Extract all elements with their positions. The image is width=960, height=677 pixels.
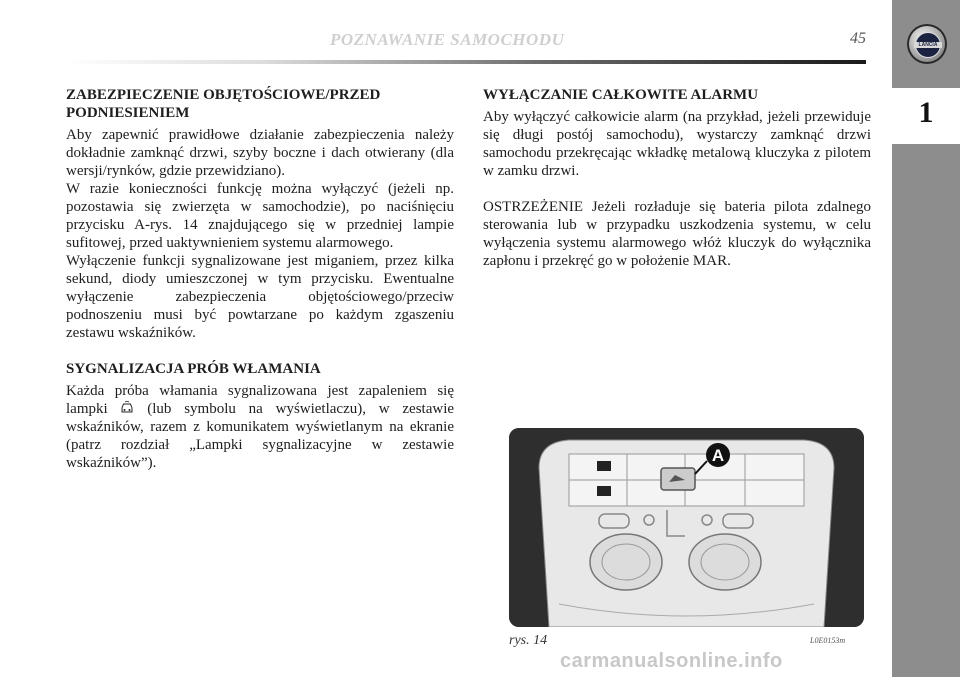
section-heading-intrusion: SYGNALIZACJA PRÓB WŁAMANIA <box>66 361 321 377</box>
paragraph: W razie konieczności funkcję można wyłączyć (jeżeli np. pozostawia się zwierzęta w samochodzie), po naciśnięciu przycisku A-rys. 14 znajdującego się w przedniej lampie sufitowej, przed uaktywnieniem systemu alarmowego. <box>66 181 454 251</box>
paragraph: Aby wyłączyć całkowicie alarm (na przykład, jeżeli przewiduje się długi postój samochodu), wystarczy zamknąć drzwi samochodu przekręcając wkładkę metalową kluczyka z pilotem w zamku drzwi. <box>483 109 871 179</box>
ceiling-lamp-illustration <box>509 428 864 627</box>
figure-ceiling-lamp <box>509 428 864 627</box>
callout-label: A <box>711 446 725 465</box>
paragraph: Wyłączenie funkcji sygnalizowane jest miganiem, przez kilka sekund, diody umieszczonej w tym przycisku. Ewentualne wyłączenie zabezpieczenia objętościowego/przeciw podnoszeniu musi być powtarzane po każdym zgaszeniu zestawu wskaźników. <box>66 253 454 341</box>
left-column <box>66 86 454 472</box>
paragraph <box>66 382 454 472</box>
lancia-logo-icon <box>907 24 947 64</box>
chapter-box[interactable] <box>892 88 960 144</box>
header-rule <box>66 60 866 64</box>
figure-caption: rys. 14 <box>509 633 548 648</box>
logo-text: LANCIA <box>918 42 938 48</box>
watermark: carmanualsonline.info <box>560 650 783 672</box>
chapter-number: 1 <box>918 96 934 129</box>
paragraph-text: (lub symbolu na wyświetlaczu), w zestawie wskaźników, razem z komunikatem wyświetlanym na ekranie (patrz rozdział „Lampki sygnalizacyjne w zestawie wskaźników”). <box>66 401 455 471</box>
logo-shield <box>915 32 941 58</box>
section-heading-volumetric: ZABEZPIECZENIE OBJĘTOŚCIOWE/PRZED PODNIESIENIEM <box>66 87 381 121</box>
page-number: 45 <box>850 30 866 47</box>
right-column <box>483 86 871 270</box>
warning-paragraph: OSTRZEŻENIE Jeżeli rozładuje się bateria pilota zdalnego sterowania lub w przypadku uszkodzenia systemu, w celu wyłączenia systemu alarmowego włóż kluczyk do wyłącznika zapłonu i przekręć go w położenie MAR. <box>483 199 871 269</box>
running-header-title: POZNAWANIE SAMOCHODU <box>330 30 565 49</box>
paragraph-text: Każda próba włamania sygnalizowana jest zapaleniem się lampki <box>66 383 454 417</box>
figure-code: L0E0153m <box>810 636 846 645</box>
paragraph: Aby zapewnić prawidłowe działanie zabezpieczenia należy dokładnie zamknąć drzwi, szyby boczne i dach otwierany (dla wersji/rynków, gdzie przewidziano). <box>66 127 454 179</box>
section-heading-disable-alarm: WYŁĄCZANIE CAŁKOWITE ALARMU <box>483 87 759 103</box>
car-alarm-icon <box>120 401 134 414</box>
logo-bar <box>914 42 942 48</box>
